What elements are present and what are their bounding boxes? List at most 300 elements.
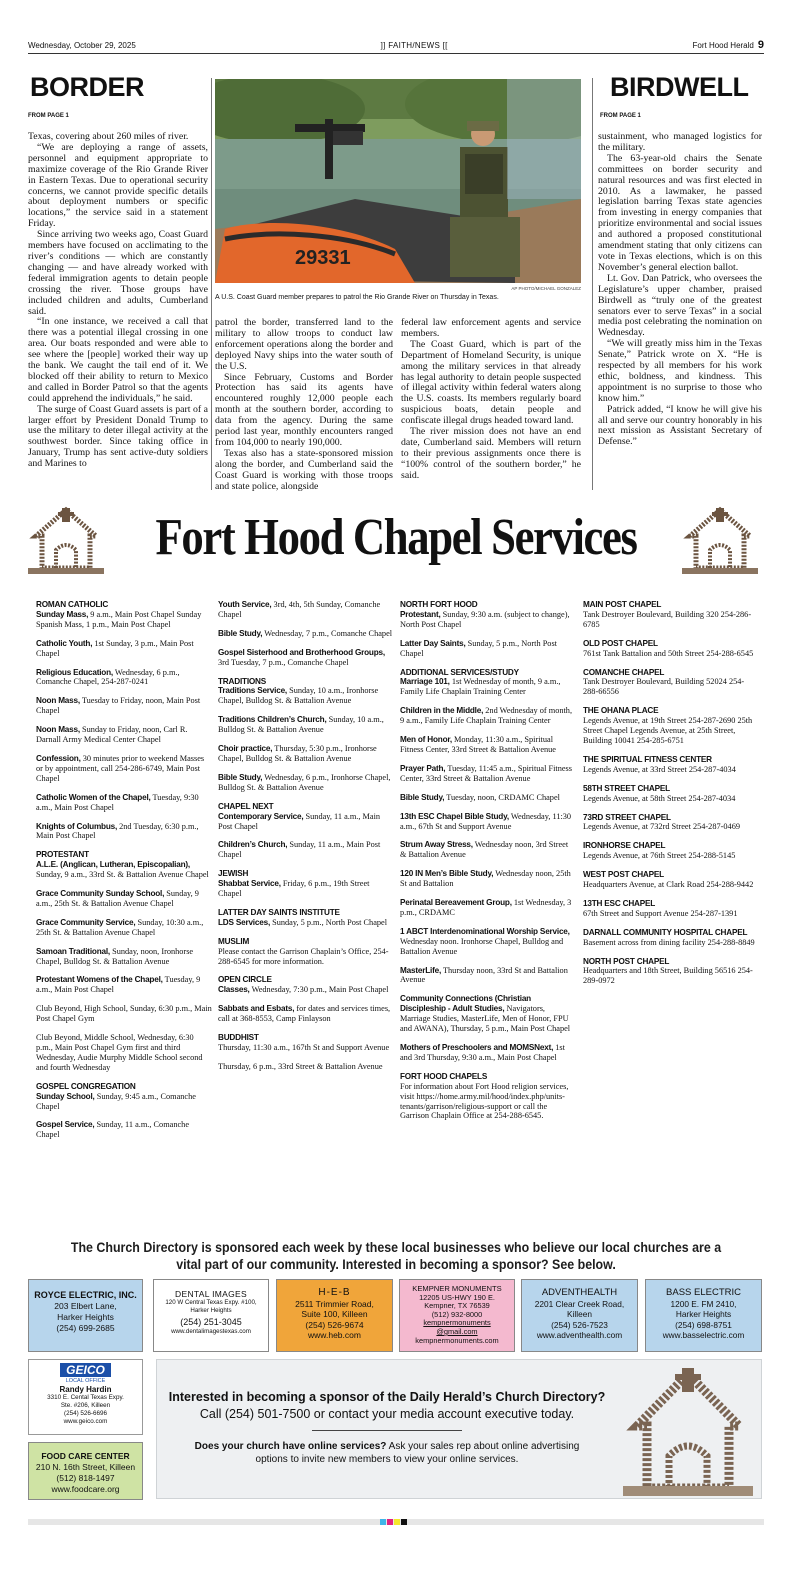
service-name: A.L.E. (Anglican, Lutheran, Episcopalian), (36, 860, 191, 870)
paragraph: The river mission does not have an end date, Cumberland said. Members will return to their previous assignments once there is “100% control of the southern border,” he said. (401, 426, 581, 481)
registration-black (401, 1519, 407, 1525)
service-name: Children’s Church, (218, 840, 288, 850)
service-details: Wednesday, 7 p.m., Comanche Chapel (262, 628, 393, 638)
service-details: Please contact the Garrison Chaplain’s Office, 254-288-6545 for more information. (218, 946, 389, 966)
service-details: Sunday, 11 a.m., Main Post Chapel (218, 840, 381, 860)
directory-heading: PROTESTANT (36, 850, 89, 860)
photo-credit: AP PHOTO/MICHAEL GONZALEZ (511, 286, 581, 291)
service-name: Religious Education, (36, 667, 113, 677)
service-details: Thursday, 5:30 p.m., Ironhorse Chapel, Bulldog St. & Battalion Avenue (218, 744, 377, 763)
border-column-3 (401, 318, 581, 482)
service-details: For information about Fort Hood religion services, visit https://home.army.mil/hood/index.php/units-tenants/garrison/religious-support or call the Garrison Chaplain Office at 254-288-6545. (400, 1081, 569, 1121)
paragraph: Texas also has a state-sponsored mission along the border, and Cumberland said the Coast Guard is working with those troops and state police, alongside (215, 447, 393, 492)
directory-body (583, 610, 759, 630)
service-details: Legends Avenue, at 33rd Street 254-287-4034 (583, 764, 736, 774)
paragraph: “We are deploying a range of assets, personnel and equipment appropriate to maximize coverage of the Rio Grande River in Eastern Texas. Due to operational security concerns, we cannot provide specific details about deployment numbers or specific locations,” the service said in a statement Friday. (28, 141, 208, 230)
service-details: Thursday, 11:30 a.m., 167th St and Support Avenue (218, 1043, 390, 1052)
directory-body (36, 1004, 212, 1024)
promo-subheading: Call (254) 501-7500 or contact your media account executive today. (199, 1407, 575, 1421)
top-rule (28, 53, 764, 54)
service-details: Legends Avenue, at 58th Street 254-287-4034 (583, 793, 736, 803)
photo-caption: A U.S. Coast Guard member prepares to patrol the Rio Grande River on Thursday in Texas. (215, 294, 499, 301)
directory-entry (400, 793, 574, 803)
service-details: Wednesday, 7:30 p.m., Main Post Chapel (249, 985, 389, 995)
directory-heading: DARNALL COMMUNITY HOSPITAL CHAPEL (583, 927, 748, 937)
directory-body (583, 880, 759, 890)
directory-body (218, 879, 394, 899)
directory-entry (583, 841, 759, 861)
service-details: Sunday to Friday, noon, Carl R. Darnall Army Medical Center Chapel (36, 725, 188, 745)
service-details: Friday, 6 p.m., 19th Street Chapel (218, 879, 370, 899)
directory-heading: WEST POST CHAPEL (583, 870, 664, 880)
directory-entry (400, 706, 574, 726)
directory-column-3 (400, 600, 574, 1130)
service-details: Sunday, 11 a.m., Comanche Chapel (36, 1120, 190, 1140)
service-name: Youth Service, (218, 600, 272, 609)
directory-body (583, 794, 759, 804)
service-name: Grace Community Sunday School, (36, 889, 165, 899)
service-name: Prayer Path, (400, 763, 446, 773)
service-details: Tuesday, 11:45 a.m., Spiritual Fitness Center, 33rd Street & Battalion Avenue (400, 763, 573, 783)
directory-entry (218, 677, 394, 707)
service-name: Gospel Service, (36, 1120, 95, 1130)
directory-body (400, 898, 574, 918)
service-name: Sabbats and Esbats, (218, 1004, 295, 1014)
directory-entry (36, 1082, 212, 1112)
directory-heading: JEWISH (218, 869, 249, 879)
directory-entry (400, 639, 574, 659)
directory-heading: 73RD STREET CHAPEL (583, 812, 671, 822)
directory-body (583, 677, 759, 697)
directory-entry (218, 975, 394, 995)
directory-entry (400, 994, 574, 1034)
directory-heading: OLD POST CHAPEL (583, 638, 658, 648)
directory-entry (36, 1120, 212, 1140)
service-name: Catholic Youth, (36, 638, 93, 648)
service-name: Traditions Children’s Church, (218, 715, 327, 725)
paragraph: sustainment, who managed logistics for the military. (598, 131, 762, 153)
directory-entry (583, 706, 759, 746)
directory-entry (583, 600, 759, 630)
service-details: Tuesday to Friday, noon, Main Post Chapel (36, 696, 201, 716)
directory-body (218, 812, 394, 832)
service-details: Sunday, 11 a.m., Main Post Chapel (218, 811, 381, 831)
service-name: Children in the Middle, (400, 706, 484, 716)
paragraph: Since arriving two weeks ago, Coast Guard members have focused on acclimating to the river’s conditions — which are constantly changing — and have already worked with federal immigration agents to detain people crossing the river. Those groups have included children and adults, Cumberland said. (28, 229, 208, 317)
directory-entry (36, 754, 212, 784)
directory-entry (583, 784, 759, 804)
directory-body (36, 947, 212, 967)
directory-entry (400, 812, 574, 832)
service-name: Men of Honor, (400, 735, 452, 745)
service-name: Classes, (218, 985, 250, 995)
service-details: 67th Street and Support Avenue 254-287-1391 (583, 908, 738, 918)
directory-heading: TRADITIONS (218, 676, 267, 686)
service-name: Latter Day Saints, (400, 638, 466, 648)
directory-heading: MAIN POST CHAPEL (583, 600, 662, 609)
promo-divider (312, 1430, 462, 1431)
directory-heading: THE OHANA PLACE (583, 706, 659, 716)
service-name: Sunday School, (36, 1091, 95, 1101)
sponsor-note: The Church Directory is sponsored each week by these local businesses who believe our local churches are a vital part of our community. Interested in becoming a sponsor? See below. (70, 1240, 722, 1272)
service-name: Perinatal Bereavement Group, (400, 898, 512, 908)
directory-body (400, 840, 574, 860)
directory-entry (400, 966, 574, 986)
directory-entry (400, 600, 574, 630)
directory-body (400, 1082, 574, 1122)
directory-body (36, 1092, 212, 1112)
directory-heading: 13TH ESC CHAPEL (583, 898, 656, 908)
directory-body (218, 1004, 394, 1024)
directory-entry (400, 1072, 574, 1122)
service-name: Knights of Columbus, (36, 821, 118, 831)
service-name: Community Connections (Christian Discipleship - Adult Studies, (400, 994, 531, 1014)
service-name: Mothers of Preschoolers and MOMSNext, (400, 1043, 554, 1052)
promo-question: Does your church have online services? Ask your sales rep about online advertising options to invite new members to view your online services. (194, 1441, 580, 1465)
page-number: 9 (757, 39, 764, 51)
border-column-2 (215, 318, 393, 493)
directory-body (400, 1043, 574, 1063)
directory-body (218, 947, 394, 967)
directory-body (36, 725, 212, 745)
directory-entry (400, 898, 574, 918)
directory-column-1 (36, 600, 212, 1149)
directory-body (400, 793, 574, 803)
service-details: Monday, 11:30 a.m., Spiritual Fitness Center, 33rd Street & Battalion Avenue (400, 735, 556, 754)
directory-body (36, 696, 212, 716)
directory-body (583, 966, 759, 986)
directory-entry (400, 927, 574, 957)
service-name: Marriage 101, (400, 677, 450, 687)
service-details: Sunday, 9 a.m., 33rd St. & Battalion Avenue Chapel (36, 870, 209, 880)
service-name: Strum Away Stress, (400, 840, 473, 850)
service-details: Tank Destroyer Boulevard, Building 320 254-286-6785 (583, 609, 752, 629)
directory-body (400, 764, 574, 784)
directory-heading: THE SPIRITUAL FITNESS CENTER (583, 754, 712, 764)
border-headline: BORDER (30, 72, 145, 102)
directory-entry (36, 947, 212, 967)
ad-food-care-center[interactable]: FOOD CARE CENTER 210 N. 16th Street, Killeen (512) 818-1497 www.foodcare.org (28, 1442, 143, 1500)
directory-heading: NORTH POST CHAPEL (583, 956, 670, 966)
directory-entry (218, 715, 394, 735)
service-details: 30 minutes prior to weekend Masses or by appointment, call 254-286-6749, Main Post Chapel (36, 753, 205, 783)
chapel-services-title: Fort Hood Chapel Services (155, 509, 637, 566)
service-details: 761st Tank Battalion and 50th Street 254-288-6545 (583, 648, 754, 658)
directory-entry (583, 957, 759, 987)
directory-entry (36, 696, 212, 716)
directory-heading: OPEN CIRCLE (218, 975, 272, 985)
service-name: 1 ABCT Interdenominational Worship Service, (400, 926, 570, 936)
service-details: 2nd Wednesday of month, 9 a.m., Family Life Chaplain Training Center (400, 706, 573, 726)
paragraph: The surge of Coast Guard assets is part of a larger effort by President Donald Trump to use the military to deter illegal activity at the southwest border. Since taking office in January, Trump has sent active-duty soldiers and Marines to (28, 403, 208, 470)
birdwell-column (598, 132, 762, 448)
paragraph: patrol the border, transferred land to the military to allow troops to conduct law enforcement operations along the border and deployed Navy ships into the water south of the U.S. (215, 317, 393, 372)
directory-heading: 58TH STREET CHAPEL (583, 783, 670, 793)
directory-body (36, 1120, 212, 1140)
service-details: Wednesday, 6 p.m., Ironhorse Chapel, Bulldog St. & Battalion Avenue (218, 772, 391, 792)
service-details: Tank Destroyer Boulevard, Building 52024 254-288-66556 (583, 677, 745, 697)
paragraph: federal law enforcement agents and service members. (401, 317, 581, 339)
directory-entry (400, 869, 574, 889)
column-rule-2 (592, 78, 593, 490)
service-details: Basement across from dining facility 254-288-8849 (583, 937, 755, 947)
directory-entry (36, 1033, 212, 1073)
service-details: 3rd, 4th, 5th Sunday, Comanche Chapel (218, 600, 381, 619)
paragraph: The Coast Guard, which is part of the Department of Homeland Security, is unique among the military services in that already has legal authority to detain people suspected of illegal activity within federal waters along the U.S. coasts. Its members regularly board suspicious boats, detain people and confiscate illegal drugs headed toward land. (401, 338, 581, 427)
directory-entry (400, 735, 574, 755)
service-name: Confession, (36, 753, 81, 763)
directory-heading: FORT HOOD CHAPELS (400, 1071, 488, 1081)
directory-entry (400, 764, 574, 784)
directory-body (400, 812, 574, 832)
service-name: 13th ESC Chapel Bible Study, (400, 811, 509, 821)
directory-entry (218, 1062, 394, 1072)
directory-body (218, 840, 394, 860)
directory-body (218, 686, 394, 706)
directory-entry (218, 937, 394, 967)
directory-body (583, 851, 759, 861)
service-name: Traditions Service, (218, 686, 288, 696)
registration-cyan (380, 1519, 386, 1525)
directory-entry (218, 802, 394, 832)
directory-heading: COMANCHE CHAPEL (583, 667, 665, 677)
service-details: Tuesday, 9 a.m., Main Post Chapel (36, 975, 201, 995)
column-rule (211, 78, 212, 490)
directory-entry (583, 639, 759, 659)
service-details: Sunday, 5 p.m., North Post Chapel (400, 638, 557, 658)
folio (28, 38, 764, 52)
directory-entry (218, 600, 394, 620)
birdwell-headline: BIRDWELL (610, 72, 749, 102)
service-name: Grace Community Service, (36, 917, 136, 927)
directory-entry (400, 840, 574, 860)
service-details: 1st and 3rd Thursday, 9:30 a.m., Main Post Chapel (400, 1043, 565, 1062)
directory-entry (400, 668, 574, 698)
paragraph: Lt. Gov. Dan Patrick, who oversees the Legislature’s upper chamber, praised Birdwell as “truly one of the greatest senators ever to serve Texas” in a social media post celebrating the nomination on Wednesday. (598, 272, 762, 339)
service-name: Choir practice, (218, 744, 273, 754)
directory-body (583, 938, 759, 948)
service-details: Wednesday noon, 3rd Street & Battalion Avenue (400, 840, 569, 860)
directory-body (36, 918, 212, 938)
directory-entry (36, 850, 212, 880)
directory-entry (218, 773, 394, 793)
service-details: Tuesday, noon, CRDAMC Chapel (444, 792, 560, 802)
directory-body (400, 706, 574, 726)
ad-adventhealth[interactable]: ADVENTHEALTH 2201 Clear Creek Road, Killeen (254) 526-7523 www.adventhealth.com (521, 1279, 638, 1352)
directory-body (36, 860, 212, 880)
service-name: Catholic Women of the Chapel, (36, 792, 151, 802)
directory-body (218, 773, 394, 793)
service-name: Contemporary Service, (218, 811, 304, 821)
ad-kempner-monuments[interactable]: KEMPNER MONUMENTS 12205 US-HWY 190 E. Kempner, TX 76539 (512) 932-8000 kempnermonuments @gmail.com kempnermonuments.com (399, 1279, 515, 1352)
directory-body (400, 610, 574, 630)
service-details: Sunday, noon, Ironhorse Chapel, Bulldog St. & Battalion Avenue (36, 946, 194, 966)
directory-entry (218, 869, 394, 899)
directory-body (36, 1033, 212, 1073)
ad-bass-electric[interactable]: BASS ELECTRIC 1200 E. FM 2410, Harker Heights (254) 698-8751 www.basselectric.com (645, 1279, 762, 1352)
church-right-icon (682, 506, 758, 576)
directory-heading: MUSLIM (218, 936, 250, 946)
directory-entry (583, 813, 759, 833)
service-details: Sunday, 10 a.m., Bulldog St. & Battalion Avenue (218, 715, 384, 735)
paragraph: The 63-year-old chairs the Senate committees on border security and natural resources and was first elected in 2010. As a lawmaker, he passed legislation barring Texas state agencies from investing in energy companies that prioritize environmental and social issues and authored a proposed constitutional amendment stating that only citizens can vote in Texas elections, which is on this November’s general election ballot. (598, 152, 762, 273)
directory-entry (583, 755, 759, 775)
service-details: Sunday, 9 a.m., 25th St. & Battalion Avenue Chapel (36, 889, 199, 908)
service-details: 1st Wednesday of month, 9 a.m., Family Life Chaplain Training Center (400, 677, 561, 697)
service-name: Protestant, (400, 609, 441, 619)
border-column-1 (28, 132, 208, 470)
directory-body (36, 639, 212, 659)
service-details: Sunday, 9:45 a.m., Comanche Chapel (36, 1091, 196, 1111)
directory-entry (218, 840, 394, 860)
service-name: Samoan Traditional, (36, 946, 110, 956)
directory-body (218, 744, 394, 764)
directory-body (218, 715, 394, 735)
geico-logo: GEICO (60, 1363, 111, 1377)
directory-heading: ROMAN CATHOLIC (36, 600, 109, 609)
directory-heading: CHAPEL NEXT (218, 801, 274, 811)
directory-heading: ADDITIONAL SERVICES/STUDY (400, 667, 519, 677)
church-crowd-icon (623, 1368, 753, 1496)
paragraph: Since February, Customs and Border Protection has said its agents have encountered roughly 12,000 people each month at the southern border, according to data from the agency. During the same period last year, monthly encounters ranged from 104,000 to nearly 190,000. (215, 371, 393, 448)
directory-body (400, 994, 574, 1034)
directory-entry (36, 975, 212, 995)
directory-entry (218, 629, 394, 639)
directory-entry (36, 600, 212, 630)
directory-body (583, 649, 759, 659)
directory-body (36, 610, 212, 630)
directory-body (36, 754, 212, 784)
directory-body (583, 909, 759, 919)
service-details: 2nd Tuesday, 6:30 p.m., Main Post Chapel (36, 821, 199, 841)
directory-body (218, 600, 394, 620)
directory-entry (36, 1004, 212, 1024)
service-details: Sunday, 5 p.m., North Post Chapel (270, 917, 388, 927)
service-details: Legends Avenue, at 19th Street 254-287-2690 25th Street Chapel Legends Avenue, at 25th Street, Building 10041 254-285-6751 (583, 716, 753, 745)
directory-body (218, 1043, 394, 1053)
service-details: Headquarters Avenue, at Clark Road 254-288-9442 (583, 880, 754, 890)
directory-body (36, 822, 212, 842)
directory-entry (36, 725, 212, 745)
paragraph: “In one instance, we received a call that there was a potential illegal crossing in one area. Our boats responded and were able to see where the [people] worked their way up the bank. We caught the tail end of it. We blocked off their ability to return to Mexico and called in Border Patrol so that the agents could apprehend the individuals,” he said. (28, 316, 208, 404)
service-details: Club Beyond, Middle School, Wednesday, 6:30 p.m., Main Post Chapel Gym first and third Wednesday, Audie Murphy Middle School second and fourth Wednesday (36, 1033, 203, 1072)
paragraph: “We will greatly miss him in the Texas Senate,” Patrick wrote on X. “He is respected by all members for his work ethic, boldness, and kindness. This appointment is no surprise to those who know him.” (598, 338, 762, 404)
directory-body (583, 716, 759, 746)
paragraph: Texas, covering about 260 miles of river. (28, 131, 189, 142)
service-details: Wednesday noon. Ironhorse Chapel, Bulldog and Battalion Avenue (400, 936, 564, 956)
directory-entry (583, 928, 759, 948)
directory-body (583, 822, 759, 832)
directory-entry (218, 1004, 394, 1024)
directory-body (400, 677, 574, 697)
service-details: Legends Avenue, at 76th Street 254-288-5145 (583, 851, 736, 861)
service-details: Thursday noon, 33rd St and Battalion Avenue (400, 965, 568, 985)
service-details: Thursday, 6 p.m., 33rd Street & Battalion Avenue (218, 1061, 383, 1071)
service-name: Gospel Sisterhood and Brotherhood Groups, (218, 647, 385, 657)
service-details: Legends Avenue, at 732rd Street 254-287-0469 (583, 822, 740, 832)
directory-body (400, 966, 574, 986)
directory-body (400, 927, 574, 957)
ad-royce-electric[interactable]: ROYCE ELECTRIC, INC. 203 Elbert Lane, Harker Heights (254) 699-2685 (28, 1279, 143, 1352)
service-name: Noon Mass, (36, 696, 80, 706)
service-details: Club Beyond, High School, Sunday, 6:30 p.m., Main Post Chapel Gym (36, 1004, 212, 1024)
service-details: Sunday, 10:30 a.m., 25th St. & Battalion Avenue Chapel (36, 917, 204, 937)
directory-body (218, 985, 394, 995)
boat-number: 29331 (295, 247, 351, 269)
directory-entry (218, 648, 394, 668)
directory-body (218, 648, 394, 668)
directory-heading: NORTH FORT HOOD (400, 600, 478, 609)
directory-body (400, 639, 574, 659)
directory-heading: LATTER DAY SAINTS INSTITUTE (218, 907, 340, 917)
directory-body (36, 668, 212, 688)
directory-body (400, 735, 574, 755)
folio-paper: Fort Hood Herald 9 (692, 39, 764, 51)
folio-section: ]] FAITH/NEWS [[ (380, 40, 448, 50)
directory-entry (218, 744, 394, 764)
border-from-page: FROM PAGE 1 (28, 113, 69, 119)
directory-body (218, 918, 394, 928)
directory-entry (583, 870, 759, 890)
service-details: for dates and services times, call at 368-8553, Camp Finlayson (218, 1004, 391, 1024)
service-name: Protestant Womens of the Chapel, (36, 975, 163, 985)
directory-body (218, 629, 394, 639)
directory-body (36, 793, 212, 813)
birdwell-from-page: FROM PAGE 1 (600, 113, 641, 119)
directory-heading: GOSPEL CONGREGATION (36, 1081, 136, 1091)
sponsor-promo-box (156, 1359, 762, 1499)
service-details: Tuesday, 9:30 a.m., Main Post Chapel (36, 792, 199, 812)
directory-entry (218, 908, 394, 928)
service-details: Wednesday, 11:30 a.m., 67th St and Support Avenue (400, 811, 572, 831)
service-name: Sunday Mass, (36, 609, 89, 619)
ad-dental-images[interactable]: DENTAL IMAGES 120 W Central Texas Expy. #100, Harker Heights (254) 251-3045 www.dentalimagestexas.com (153, 1279, 269, 1352)
service-details: 1st Sunday, 3 p.m., Main Post Chapel (36, 638, 194, 658)
service-details: 3rd Tuesday, 7 p.m., Comanche Chapel (218, 657, 349, 667)
directory-entry (36, 639, 212, 659)
service-name: 120 IN Men’s Bible Study, (400, 869, 494, 879)
directory-entry (583, 899, 759, 919)
service-name: Bible Study, (218, 628, 263, 638)
service-details: Wednesday, 6 p.m., Comanche Chapel, 254-287-0241 (36, 667, 180, 687)
service-details: Wednesday noon, 25th St and Battalion (400, 869, 571, 889)
service-name: Bible Study, (218, 772, 263, 782)
directory-column-4 (583, 600, 759, 995)
service-details: Headquarters and 18th Street, Building 56516 254-289-0972 (583, 966, 753, 986)
folio-date: Wednesday, October 29, 2025 (28, 40, 136, 50)
service-details: Sunday, 10 a.m., Ironhorse Chapel, Bulldog St. & Battalion Avenue (218, 686, 379, 706)
directory-heading: IRONHORSE CHAPEL (583, 841, 666, 851)
directory-entry (218, 1033, 394, 1053)
directory-body (218, 1062, 394, 1072)
directory-body (36, 975, 212, 995)
directory-entry (36, 889, 212, 909)
service-details: Navigators, Marriage Studies, MasterLife, Men of Honor, FPU and AWANA), Thursday, 5 p.m., Main Post Chapel (400, 1004, 571, 1034)
registration-magenta (387, 1519, 393, 1525)
service-details: 9 a.m., Main Post Chapel Sunday Spanish Mass, 1 p.m., Main Post Chapel (36, 609, 202, 629)
directory-body (400, 869, 574, 889)
directory-body (583, 765, 759, 775)
directory-entry (36, 793, 212, 813)
directory-body (36, 889, 212, 909)
church-left-icon (28, 506, 104, 576)
directory-entry (36, 822, 212, 842)
ad-geico[interactable]: GEICO LOCAL OFFICE Randy Hardin 3310 E. Cental Texas Expy. Ste. #206, Killeen (254) 526-6696 www.geico.com (28, 1359, 143, 1435)
directory-heading: BUDDHIST (218, 1033, 259, 1043)
directory-entry (583, 668, 759, 698)
ad-heb[interactable]: H-E-B 2511 Trimmier Road, Suite 100, Killeen (254) 526-9674 www.heb.com (276, 1279, 393, 1352)
service-name: LDS Services, (218, 917, 271, 927)
